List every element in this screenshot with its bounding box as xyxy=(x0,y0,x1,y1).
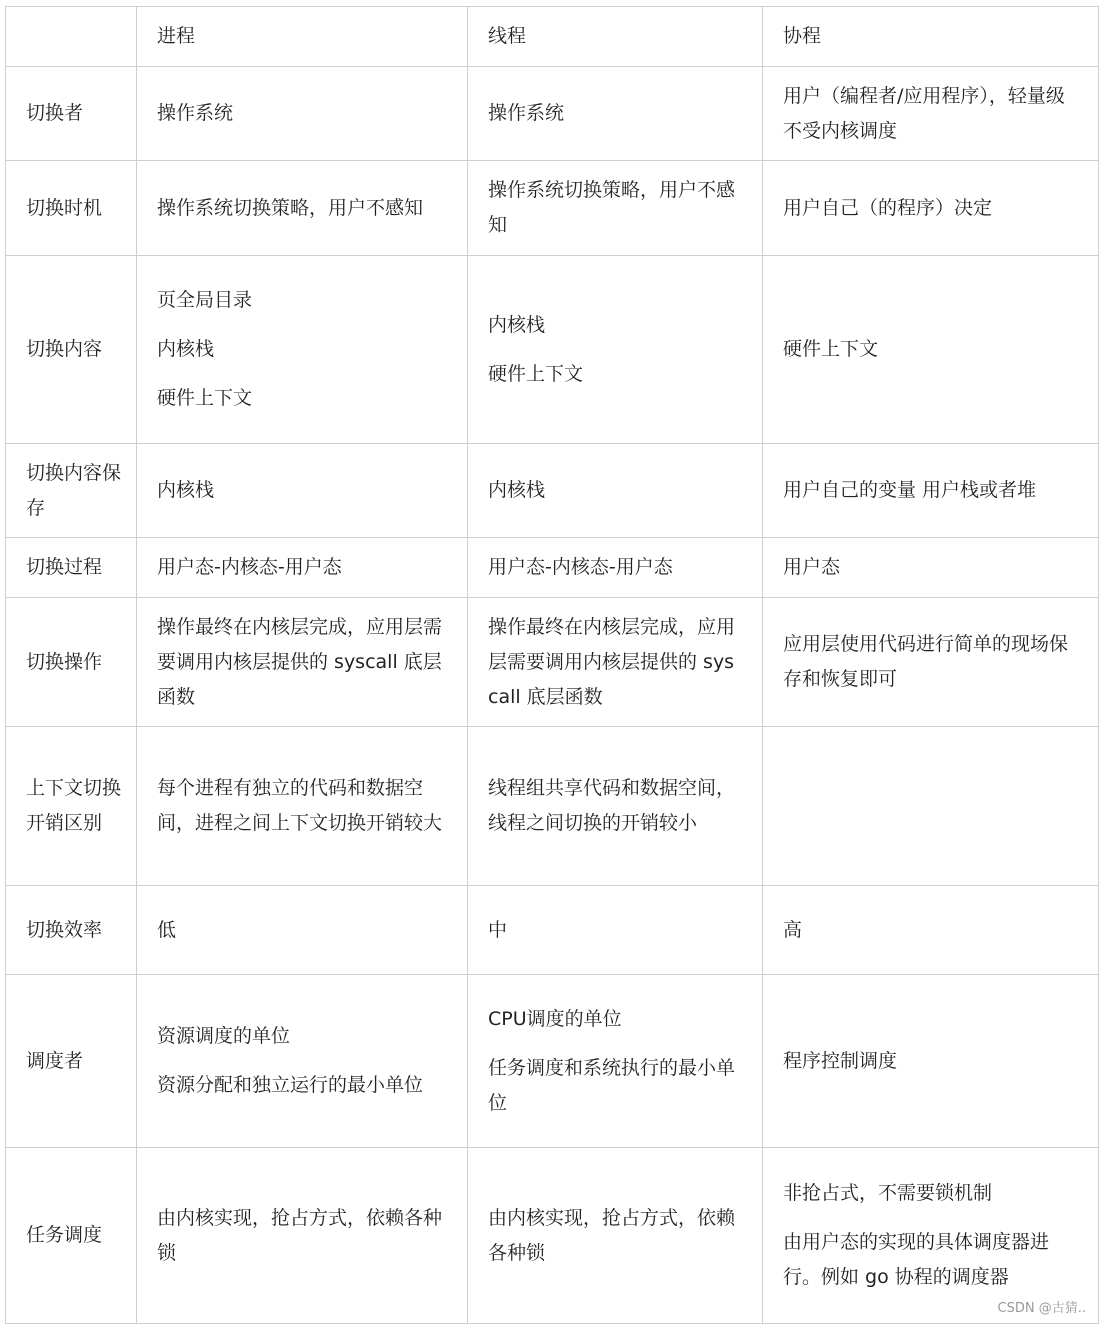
header-process: 进程 xyxy=(137,7,468,67)
thread-cell xyxy=(468,727,763,886)
thread-cell xyxy=(468,886,763,975)
process-cell-text: 硬件上下文 xyxy=(157,387,253,409)
coroutine-cell xyxy=(763,598,1099,727)
watermark-text: CSDN @古猜.. xyxy=(997,1301,1086,1316)
process-cell-text: 内核栈 xyxy=(157,338,215,360)
table-row xyxy=(6,1148,1099,1324)
coroutine-cell-text: 应用层使用代码进行简单的现场保存和恢复即可 xyxy=(783,633,1069,690)
process-cell xyxy=(137,975,468,1148)
row-label: 上下文切换开销区别 xyxy=(6,727,137,886)
process-cell-text: 由内核实现，抢占方式，依赖各种锁 xyxy=(157,1206,443,1264)
header-thread: 线程 xyxy=(468,7,763,67)
table-row xyxy=(6,444,1099,538)
process-cell xyxy=(137,598,468,727)
row-label: 切换操作 xyxy=(6,598,137,727)
process-cell xyxy=(137,538,468,598)
thread-cell-text: 由内核实现，抢占方式，依赖各种锁 xyxy=(488,1206,736,1264)
coroutine-cell-text: 由用户态的实现的具体调度器进行。例如 go 协程的调度器 xyxy=(783,1231,1050,1288)
table-row xyxy=(6,256,1099,444)
thread-cell-text: 操作最终在内核层完成，应用层需要调用内核层提供的 syscall 底层函数 xyxy=(488,615,736,708)
process-cell-text: 操作最终在内核层完成，应用层需要调用内核层提供的 syscall 底层函数 xyxy=(157,615,443,708)
process-cell-text: 资源分配和独立运行的最小单位 xyxy=(157,1074,424,1096)
coroutine-cell xyxy=(763,161,1099,256)
process-cell xyxy=(137,886,468,975)
coroutine-cell xyxy=(763,444,1099,538)
thread-cell-text: 用户态-内核态-用户态 xyxy=(488,556,673,578)
process-cell-text: 页全局目录 xyxy=(157,289,253,311)
comparison-table xyxy=(5,6,1099,1324)
coroutine-cell-text: 非抢占式，不需要锁机制 xyxy=(783,1182,993,1204)
row-label: 切换内容 xyxy=(6,256,137,444)
process-cell-text: 低 xyxy=(157,918,177,941)
coroutine-cell-text: 用户态 xyxy=(783,556,841,578)
process-cell xyxy=(137,256,468,444)
thread-cell xyxy=(468,538,763,598)
thread-cell-text: 操作系统切换策略，用户不感知 xyxy=(488,179,736,236)
row-label: 切换时机 xyxy=(6,161,137,256)
thread-cell-text: 硬件上下文 xyxy=(488,362,584,385)
row-label: 任务调度 xyxy=(6,1148,137,1324)
process-cell xyxy=(137,727,468,886)
thread-cell-text: 中 xyxy=(488,918,508,941)
process-cell-text: 内核栈 xyxy=(157,479,215,501)
thread-cell xyxy=(468,598,763,727)
table-row xyxy=(6,886,1099,975)
coroutine-cell xyxy=(763,256,1099,444)
thread-cell xyxy=(468,444,763,538)
coroutine-cell xyxy=(763,886,1099,975)
process-cell-text: 用户态-内核态-用户态 xyxy=(157,556,342,578)
thread-cell xyxy=(468,67,763,161)
thread-cell xyxy=(468,161,763,256)
process-cell xyxy=(137,1148,468,1324)
coroutine-cell xyxy=(763,67,1099,161)
coroutine-cell-text: 用户（编程者/应用程序），轻量级不受内核调度 xyxy=(783,84,1065,142)
coroutine-cell xyxy=(763,538,1099,598)
row-label: 切换内容保存 xyxy=(6,444,137,538)
thread-cell xyxy=(468,256,763,444)
thread-cell-text: 任务调度和系统执行的最小单位 xyxy=(488,1056,736,1114)
header-corner-cell xyxy=(6,7,137,67)
coroutine-cell-text: 程序控制调度 xyxy=(783,1049,898,1072)
process-cell-text: 操作系统切换策略，用户不感知 xyxy=(157,196,424,219)
header-coroutine: 协程 xyxy=(763,7,1099,67)
table-row xyxy=(6,538,1099,598)
process-cell-text: 每个进程有独立的代码和数据空间，进程之间上下文切换开销较大 xyxy=(157,777,443,834)
table-row xyxy=(6,598,1099,727)
row-label: 切换者 xyxy=(6,67,137,161)
row-label: 调度者 xyxy=(6,975,137,1148)
thread-cell-text: 内核栈 xyxy=(488,479,546,501)
process-cell-text: 资源调度的单位 xyxy=(157,1025,291,1047)
table-row xyxy=(6,727,1099,886)
thread-cell xyxy=(468,1148,763,1324)
thread-cell-text: CPU调度的单位 xyxy=(488,1007,622,1030)
thread-cell-text: 内核栈 xyxy=(488,313,546,336)
header-row xyxy=(6,7,1099,67)
process-cell xyxy=(137,161,468,256)
process-cell xyxy=(137,444,468,538)
thread-cell-text: 线程组共享代码和数据空间，线程之间切换的开销较小 xyxy=(488,777,736,834)
coroutine-cell-text: 高 xyxy=(783,918,803,941)
table-row xyxy=(6,67,1099,161)
table-row xyxy=(6,161,1099,256)
process-cell xyxy=(137,67,468,161)
process-cell-text: 操作系统 xyxy=(157,102,234,124)
coroutine-cell-text: 硬件上下文 xyxy=(783,338,879,360)
coroutine-cell-text: 用户自己（的程序）决定 xyxy=(783,196,993,219)
table-row xyxy=(6,975,1099,1148)
row-label: 切换过程 xyxy=(6,538,137,598)
coroutine-cell xyxy=(763,975,1099,1148)
coroutine-cell xyxy=(763,727,1099,886)
coroutine-cell-text: 用户自己的变量 用户栈或者堆 xyxy=(783,479,1037,501)
thread-cell xyxy=(468,975,763,1148)
thread-cell-text: 操作系统 xyxy=(488,102,565,124)
row-label: 切换效率 xyxy=(6,886,137,975)
